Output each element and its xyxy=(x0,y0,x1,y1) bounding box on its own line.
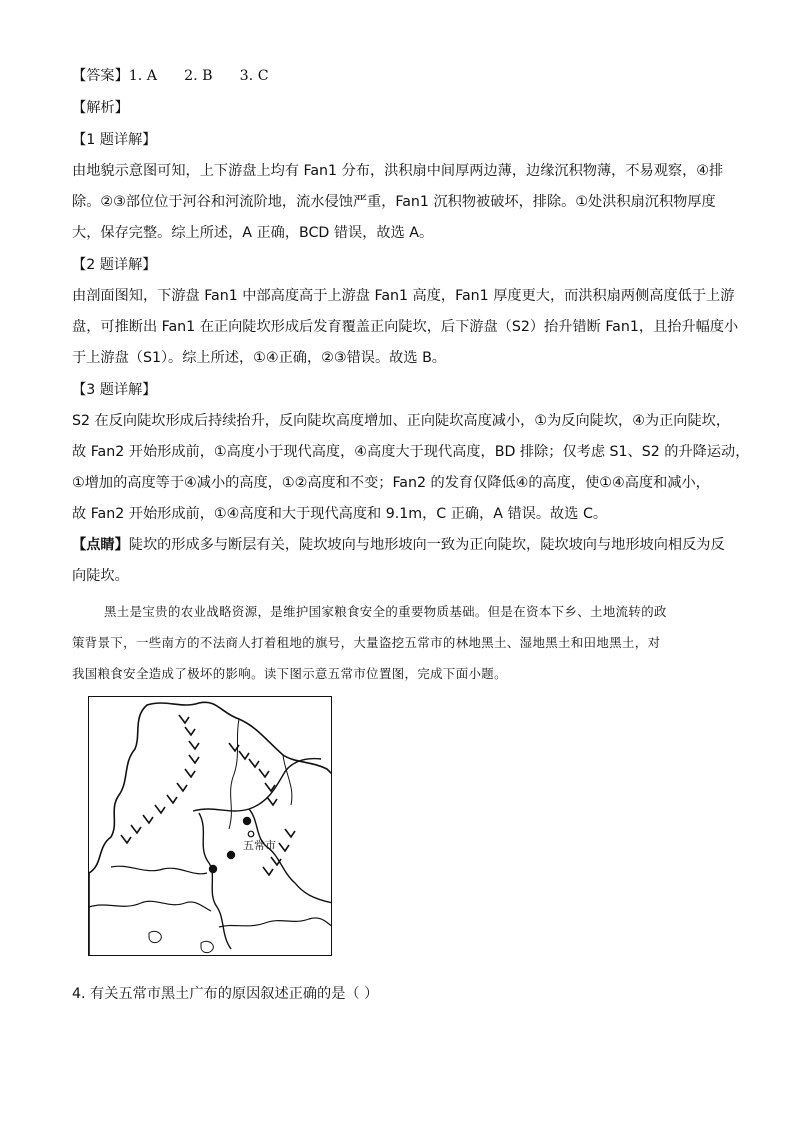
location-map xyxy=(88,696,332,956)
tip-line: 向陡坎。 xyxy=(72,568,129,584)
city-marker xyxy=(248,831,254,837)
province-boundary xyxy=(199,813,231,949)
q2-heading: 【2 题详解】 xyxy=(72,257,157,273)
province-boundary xyxy=(249,809,332,903)
q3-line: S2 在反向陡坎形成后持续抬升，反向陡坎高度增加、正向陡坎高度减小，①为反向陡坎，④为正向陡坎， xyxy=(72,413,731,429)
q2-line: 盘，可推断出 Fan1 在正向陡坎形成后发育覆盖正向陡坎，后下游盘（S2）抬升错断 Fan1，且抬升幅度小 xyxy=(72,319,739,335)
answer-label: 【答案】 xyxy=(72,68,129,84)
passage-line: 策背景下，一些南方的不法商人打着租地的旗号，大量盗挖五常市的林地黑土、湿地黑土和田地黑土，对 xyxy=(72,635,661,650)
q3-line: 故 Fan2 开始形成前，①高度小于现代高度，④高度大于现代高度，BD 排除；仅考虑 S1、S2 的升降运动， xyxy=(72,444,750,460)
q3-line: 故 Fan2 开始形成前，①④高度和大于现代高度和 9.1m，C 正确，A 错误。故选 C。 xyxy=(72,506,608,522)
q2-line: 于上游盘（S1）。综上所述，①④正确，②③错误。故选 B。 xyxy=(72,350,446,366)
province-boundary xyxy=(89,901,211,911)
coastline xyxy=(219,918,332,927)
analysis-label: 【解析】 xyxy=(72,100,129,116)
small-island xyxy=(149,931,161,942)
q3-line: ①增加的高度等于④减小的高度，①②高度和不变；Fan2 的发育仅降低④的高度，使①④高度和减小， xyxy=(72,475,710,491)
q1-line: 除。②③部位位于河谷和河流阶地，流水侵蚀严重，Fan1 沉积物被破坏，排除。①处洪积扇沉积物厚度 xyxy=(72,194,716,210)
river xyxy=(283,755,292,805)
city-label-wuchang: 五常市 xyxy=(243,839,276,852)
q3-heading: 【3 题详解】 xyxy=(72,382,157,398)
tip-label: 【点睛】 xyxy=(72,537,129,553)
tip-text: 陡坎的形成多与断层有关，陡坎坡向与地形坡向一致为正向陡坎，陡坎坡向与地形坡向相反为反 xyxy=(128,537,725,553)
q1-line: 大，保存完整。综上所述，A 正确，BCD 错误，故选 A。 xyxy=(72,225,434,241)
city-marker xyxy=(209,865,217,873)
passage-line: 黑土是宝贵的农业战略资源，是维护国家粮食安全的重要物质基础。但是在资本下乡、土地流转的政 xyxy=(104,604,667,619)
tip-line xyxy=(72,535,725,555)
city-marker xyxy=(227,851,235,859)
small-island xyxy=(201,941,213,952)
province-boundary xyxy=(193,759,321,811)
river xyxy=(229,719,239,829)
passage-line: 我国粮食安全造成了极坏的影响。读下图示意五常市位置图，完成下面小题。 xyxy=(72,666,507,681)
region-outline xyxy=(89,702,332,956)
q2-line: 由剖面图知，下游盘 Fan1 中部高度高于上游盘 Fan1 高度，Fan1 厚度更大，而洪积扇两侧高度低于上游 xyxy=(72,288,735,304)
q1-line: 由地貌示意图可知，上下游盘上均有 Fan1 分布，洪积扇中间厚两边薄，边缘沉积物薄，不易观察，④排 xyxy=(72,163,724,179)
answer-line xyxy=(72,66,269,86)
answer-items: 1. A 2. B 3. C xyxy=(128,68,269,84)
map-drawing xyxy=(89,697,332,956)
province-boundary xyxy=(111,866,207,874)
city-marker xyxy=(243,817,251,825)
question-4: 4. 有关五常市黑土广布的原因叙述正确的是（ ） xyxy=(72,986,379,1002)
q1-heading: 【1 题详解】 xyxy=(72,132,157,148)
